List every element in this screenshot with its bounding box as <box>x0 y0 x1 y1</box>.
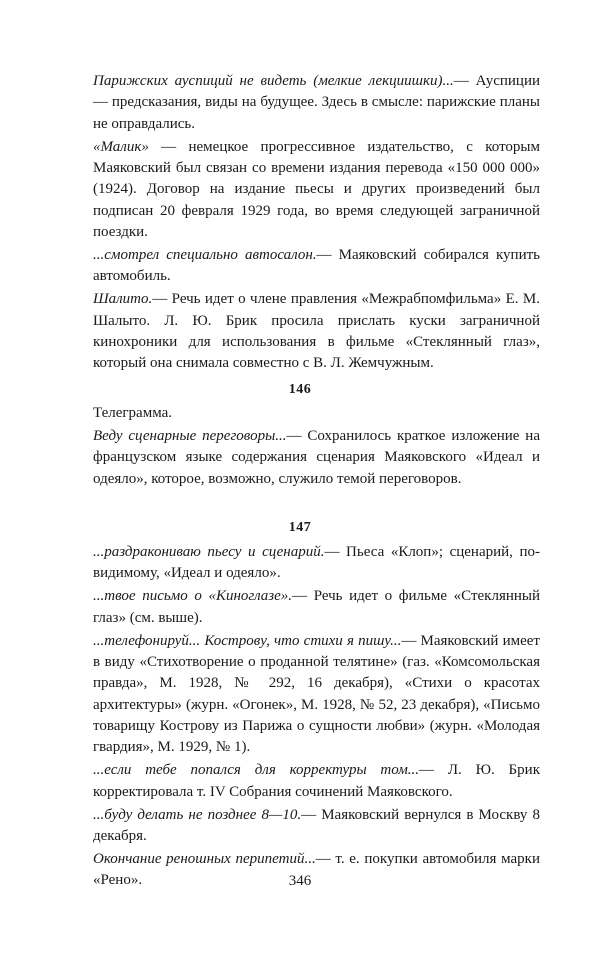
note-paragraph <box>93 137 540 243</box>
notes-section-146 <box>93 403 540 492</box>
note-lead: ...буду делать не позднее 8—10. <box>93 806 302 823</box>
note-paragraph <box>93 631 540 759</box>
note-lead: Парижских ауспиций не видеть (мелкие лекциишки)... <box>93 73 454 89</box>
note-text: — Пьеса «Клоп»; сценарий, по-видимому, «Идеал и одеяло». <box>93 544 540 582</box>
section-number-146: 146 <box>288 382 312 397</box>
note-paragraph <box>93 586 540 629</box>
note-text: — Ауспиции — предсказания, виды на будущее. Здесь в смысле: парижские планы не оправдались. <box>93 73 540 132</box>
note-paragraph <box>93 542 540 585</box>
note-paragraph <box>93 289 540 374</box>
note-paragraph <box>93 245 540 288</box>
note-paragraph <box>93 760 540 803</box>
note-lead: ...если тебе попался для корректуры том... <box>93 762 420 779</box>
note-paragraph <box>93 805 540 848</box>
note-text: — т. е. покупки автомобиля марки «Рено». <box>93 851 540 889</box>
note-text: — Сохранилось краткое изложение на французском языке содержания сценария Маяковского «Идеал и одеяло», которое, возможно, служило темой переговоров. <box>93 428 540 487</box>
note-lead: Шалито. <box>93 291 153 308</box>
note-paragraph <box>93 426 540 490</box>
note-text: — Маяковский собирался купить автомобиль. <box>93 246 541 285</box>
note-text: — немецкое прогрессивное издательство, с которым Маяковский был связан со времени издания перевода «150 000 000» (1924). Договор на издание пьесы и других произведений был подписан 20 февраля 1929 года, во время следующей заграничной поездки. <box>93 138 540 240</box>
section-heading: Телеграмма. <box>93 405 172 421</box>
note-paragraph <box>93 71 540 135</box>
note-lead: ...раздракониваю пьесу и сценарий. <box>93 544 325 560</box>
note-text: — Речь идет о члене правления «Межрабпомфильма» Е. М. Шалыто. Л. Ю. Брик просила прислать куски заграничной кинохроники для использования в фильме «Стеклянный глаз», который она снимала совместно с В. Л. Жемчужным. <box>93 291 540 372</box>
note-lead: ...телефонируй... Кострову, что стихи я пишу... <box>93 632 402 649</box>
note-lead: Окончание реношных перипетий... <box>93 851 316 868</box>
section-number-147: 147 <box>288 520 312 535</box>
note-text: — Маяковский вернулся в Москву 8 декабря. <box>93 806 541 845</box>
notes-continued <box>93 71 540 376</box>
note-lead: Веду сценарные переговоры... <box>93 428 287 445</box>
page-number: 346 <box>288 873 312 889</box>
note-text: — Л. Ю. Брик корректировала т. IV Собрания сочинений Маяковского. <box>93 762 540 800</box>
note-lead: «Малик» <box>93 138 149 155</box>
notes-section-147 <box>93 542 540 894</box>
note-text: — Маяковский имеет в виду «Стихотворение о проданной телятине» (газ. «Комсомольская правда», М. 1928, № 292, 16 декабря), «Стихи о красотах архитектуры» (журн. «Огонек», М. 1928, № 52, 23 декабря), «Письмо товарищу Кострову из Парижа о сущности любви» (журн. «Молодая гвардия», М. 1929, № 1). <box>93 632 540 756</box>
note-text: — Речь идет о фильме «Стеклянный глаз» (см. выше). <box>93 588 540 626</box>
note-lead: ...смотрел специально автосалон. <box>93 246 317 263</box>
note-lead: ...твое письмо о «Киноглазе». <box>93 588 293 605</box>
